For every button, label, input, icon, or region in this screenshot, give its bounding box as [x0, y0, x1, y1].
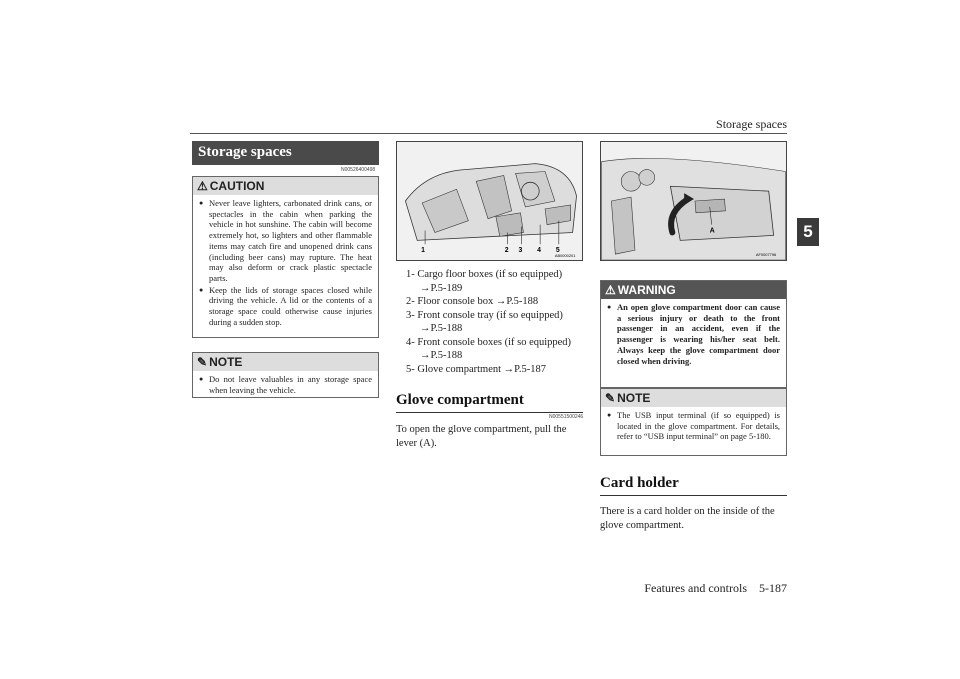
list-item-ref: →P.5-188: [420, 350, 463, 361]
section-title-glove-compartment: Glove compartment: [396, 392, 583, 413]
glove-instructions: To open the glove compartment, pull the lever (A).: [396, 424, 567, 449]
note-label: NOTE: [617, 391, 651, 405]
storage-locations-illustration: [396, 141, 583, 261]
label-a: A: [709, 227, 715, 235]
section-title-storage-spaces: Storage spaces: [192, 141, 379, 165]
caution-bullet: ● Keep the lids of storage spaces closed while driving the vehicle. A lid or the contents of a storage space could otherwise cause injuries during a sudden stop.: [199, 285, 372, 328]
list-item-ref: →P.5-189: [420, 282, 463, 294]
car-interior-drawing: [397, 142, 582, 260]
list-item-text: 5- Glove compartment →P.5-187: [406, 363, 546, 375]
list-item: [406, 295, 584, 309]
dashboard-drawing: [601, 142, 786, 260]
note-label: NOTE: [209, 355, 243, 369]
page-footer: [644, 581, 787, 596]
caution-header: [193, 177, 378, 195]
warning-bullet: ● An open glove compartment door can cause a serious injury or death to the front passenger in an accident, even if the passenger is wearing his/her seat belt. Always keep the glove compartment door closed when driving.: [607, 302, 780, 366]
footer-page-number: 5-187: [759, 581, 787, 595]
chapter-tab: 5: [797, 218, 819, 246]
figure-code: AB0000201: [554, 253, 576, 259]
note-box: [192, 352, 379, 398]
pencil-icon: ✎: [197, 355, 208, 369]
caution-bullet: ● Never leave lighters, carbonated drink cans, or spectacles in the cabin when parking the vehicle in hot sunshine. The cabin will become extremely hot, so lighters and other flammable items may catch fire and unopened drink cans (including beer cans) may rupture. The heat may also deform or crack plastic spectacle parts.: [199, 198, 372, 284]
section-title-card-holder: Card holder: [600, 475, 787, 496]
list-item: [406, 268, 584, 295]
figure-code: AF0007796: [755, 252, 777, 258]
caution-box: [192, 176, 379, 338]
callout-3: 3: [518, 247, 523, 255]
list-item-ref: →P.5-188: [420, 323, 463, 334]
list-item-text: 2- Floor console box →P.5-188: [406, 296, 539, 307]
running-header: Storage spaces: [716, 117, 787, 131]
header-rule: [190, 133, 787, 134]
card-holder-text: There is a card holder on the inside of the glove compartment.: [600, 506, 775, 531]
footer-section: Features and controls: [644, 581, 747, 595]
warning-label: WARNING: [617, 283, 676, 297]
callout-1: 1: [421, 247, 425, 255]
callout-5: 5: [555, 247, 560, 255]
storage-item-list: [406, 268, 584, 376]
caution-label: CAUTION: [209, 179, 265, 193]
pencil-icon: ✎: [605, 391, 616, 405]
callout-2: 2: [504, 247, 509, 255]
list-item: [406, 363, 584, 377]
list-item-text: 4- Front console boxes (if so equipped): [406, 336, 572, 348]
warning-header: [601, 281, 786, 299]
note-bullet: ● Do not leave valuables in any storage space when leaving the vehicle.: [199, 374, 372, 395]
list-item-text: 1- Cargo floor boxes (if so equipped): [406, 269, 563, 280]
section-code: N00551500246: [549, 414, 584, 420]
list-item-text: 3- Front console tray (if so equipped): [406, 309, 563, 321]
section-code: N00526400498: [341, 167, 376, 173]
callout-4: 4: [537, 247, 542, 255]
note-bullet: ● The USB input terminal (if so equipped) is located in the glove compartment. For details, refer to “USB input terminal” on page 5-180.: [607, 410, 780, 442]
list-item: [406, 336, 584, 363]
note-header: [601, 389, 786, 407]
warning-triangle-icon: ⚠: [197, 179, 208, 193]
glove-compartment-illustration: [600, 141, 787, 261]
warning-triangle-icon: ⚠: [605, 283, 616, 297]
note-header: [193, 353, 378, 371]
list-item: [406, 309, 584, 336]
warning-box: [600, 280, 787, 388]
note-box-usb: [600, 388, 787, 456]
